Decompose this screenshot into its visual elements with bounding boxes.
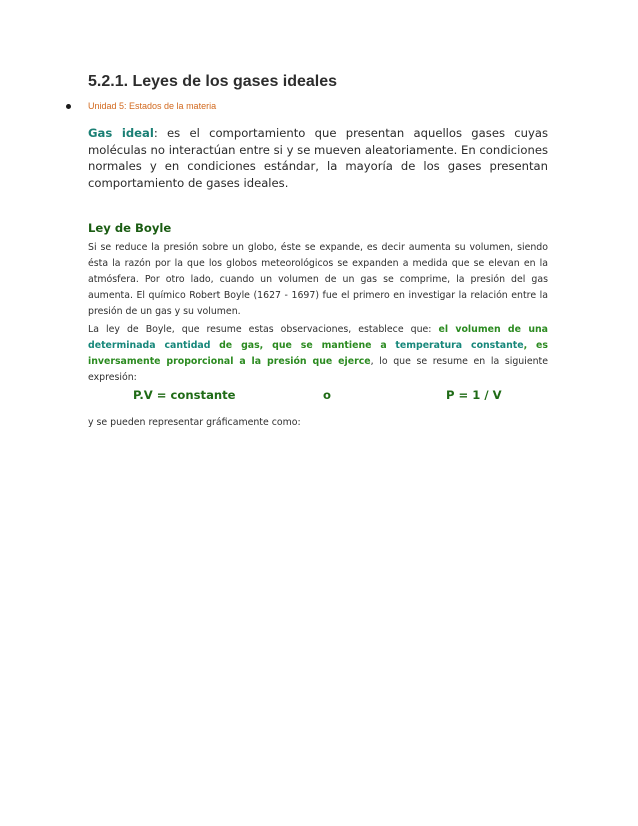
lead-text: La ley de Boyle, que resume estas observaciones, establece que: xyxy=(88,324,432,335)
intro-text: : es el comportamiento que presentan aquellos gases cuyas moléculas no interactúan entre si y se mueven aleatoriamente. En condiciones normales y en condiciones estándar, la mayoría de los gases presentan comportamiento de gases ideales. xyxy=(88,126,548,190)
emphasis-1: el volumen de una xyxy=(438,324,548,335)
formula-left: P.V = constante xyxy=(133,388,236,402)
trailing-text: y se pueden representar gráficamente como: xyxy=(88,417,301,428)
emphasis-4: temperatura constante xyxy=(395,340,524,352)
gas-ideal-term: Gas ideal xyxy=(88,126,154,140)
intro-paragraph xyxy=(88,125,548,191)
formula-connector: o xyxy=(323,388,331,402)
emphasis-3: de gas, que se mantiene a xyxy=(219,340,387,352)
formula-right: P = 1 / V xyxy=(446,388,502,402)
bullet-icon xyxy=(66,104,71,109)
boyle-paragraph-2 xyxy=(88,322,548,386)
emphasis-2: determinada cantidad xyxy=(88,340,211,352)
emphasis-5: , es inversamente proporcional a la presión que ejerce xyxy=(88,340,548,368)
tail-text: , lo que se resume en la siguiente expresión: xyxy=(88,356,548,384)
section-heading: Ley de Boyle xyxy=(88,221,172,235)
boyle-paragraph-1: Si se reduce la presión sobre un globo, éste se expande, es decir aumenta su volumen, siendo ésta la razón por la que los globos meteorológicos se expanden a medida que se elevan en la atmósfera. Por otro lado, cuando un volumen de un gas se comprime, la presión del gas aumenta. El químico Robert Boyle (1627 - 1697) fue el primero en investigar la relación entre la presión de un gas y su volumen. xyxy=(88,242,548,318)
unit-link[interactable]: Unidad 5: Estados de la materia xyxy=(88,101,217,111)
page-title: 5.2.1. Leyes de los gases ideales xyxy=(88,73,338,90)
